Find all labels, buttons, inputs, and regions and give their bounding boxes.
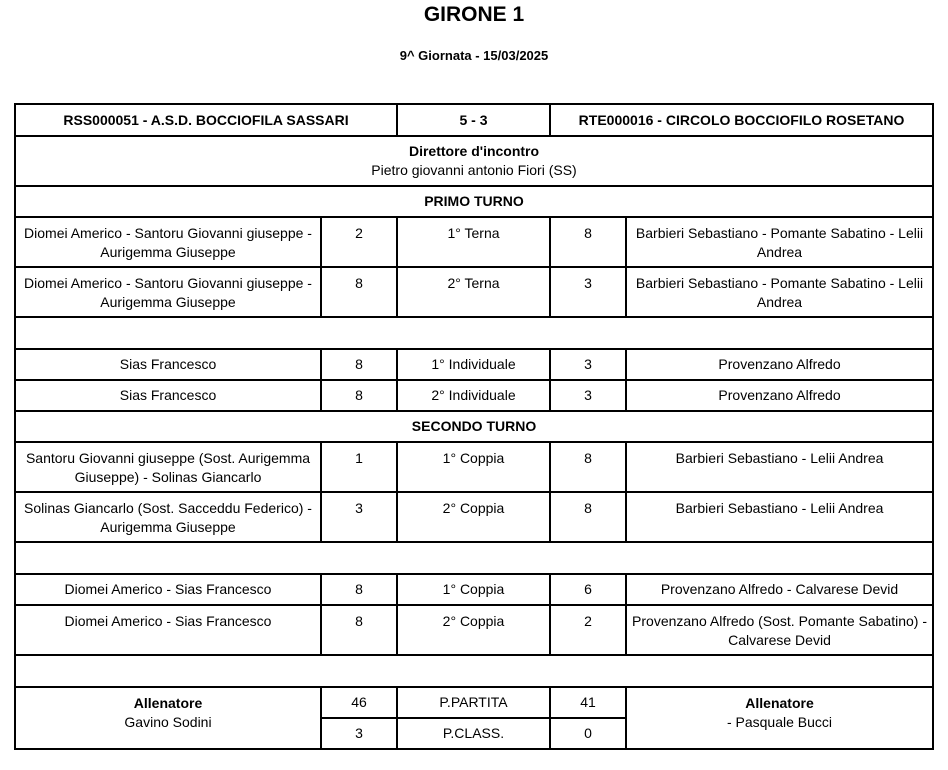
away-points: 8 xyxy=(550,217,626,267)
game-row xyxy=(15,574,933,605)
round-date-subtitle: 9^ Giornata - 15/03/2025 xyxy=(399,48,549,63)
section-primo-turno: PRIMO TURNO xyxy=(15,186,933,217)
page-title: GIRONE 1 xyxy=(423,3,525,26)
home-match-points: 46 xyxy=(321,687,397,718)
game-type: 2° Coppia xyxy=(397,492,550,542)
home-players: Diomei Americo - Santoru Giovanni giuseppe - Aurigemma Giuseppe xyxy=(15,217,321,267)
home-points: 1 xyxy=(321,442,397,492)
director-label: Direttore d'incontro xyxy=(408,143,540,159)
game-type: 1° Coppia xyxy=(397,574,550,605)
home-team: RSS000051 - A.S.D. BOCCIOFILA SASSARI xyxy=(15,104,397,136)
away-coach-label: Allenatore xyxy=(745,695,814,711)
away-coach-cell xyxy=(626,687,933,749)
home-points: 8 xyxy=(321,267,397,317)
home-points: 8 xyxy=(321,380,397,411)
home-coach-name: Gavino Sodini xyxy=(124,714,212,730)
game-row xyxy=(15,380,933,411)
game-row xyxy=(15,267,933,317)
totals-row xyxy=(15,687,933,718)
away-class-points: 0 xyxy=(550,718,626,749)
away-points: 3 xyxy=(550,349,626,380)
away-points: 8 xyxy=(550,442,626,492)
game-row xyxy=(15,605,933,655)
home-players: Diomei Americo - Sias Francesco xyxy=(15,605,321,655)
home-points: 2 xyxy=(321,217,397,267)
away-players: Provenzano Alfredo (Sost. Pomante Sabatino) - Calvarese Devid xyxy=(626,605,933,655)
home-coach-cell xyxy=(15,687,321,749)
director-cell xyxy=(15,136,933,186)
section-secondo-turno: SECONDO TURNO xyxy=(15,411,933,442)
away-points: 6 xyxy=(550,574,626,605)
game-type: 1° Coppia xyxy=(397,442,550,492)
spacer-row xyxy=(15,655,933,687)
away-players: Provenzano Alfredo xyxy=(626,349,933,380)
home-players: Diomei Americo - Santoru Giovanni giuseppe - Aurigemma Giuseppe xyxy=(15,267,321,317)
game-row xyxy=(15,217,933,267)
home-points: 8 xyxy=(321,574,397,605)
away-players: Barbieri Sebastiano - Lelii Andrea xyxy=(626,492,933,542)
game-type: 2° Individuale xyxy=(397,380,550,411)
empty-cell xyxy=(15,317,933,349)
away-players: Provenzano Alfredo - Calvarese Devid xyxy=(626,574,933,605)
home-players: Diomei Americo - Sias Francesco xyxy=(15,574,321,605)
director-name: Pietro giovanni antonio Fiori (SS) xyxy=(371,162,577,178)
class-points-label: P.CLASS. xyxy=(397,718,550,749)
home-players: Sias Francesco xyxy=(15,349,321,380)
away-points: 3 xyxy=(550,380,626,411)
home-points: 8 xyxy=(321,605,397,655)
away-match-points: 41 xyxy=(550,687,626,718)
home-players: Sias Francesco xyxy=(15,380,321,411)
away-points: 2 xyxy=(550,605,626,655)
spacer-row xyxy=(15,317,933,349)
home-players: Solinas Giancarlo (Sost. Sacceddu Federico) - Aurigemma Giuseppe xyxy=(15,492,321,542)
home-points: 8 xyxy=(321,349,397,380)
away-players: Provenzano Alfredo xyxy=(626,380,933,411)
final-score: 5 - 3 xyxy=(397,104,550,136)
empty-cell xyxy=(15,655,933,687)
away-coach-name: - Pasquale Bucci xyxy=(726,714,833,730)
match-report-table xyxy=(14,103,934,750)
away-points: 8 xyxy=(550,492,626,542)
director-row xyxy=(15,136,933,186)
game-row xyxy=(15,442,933,492)
away-points: 3 xyxy=(550,267,626,317)
game-type: 1° Individuale xyxy=(397,349,550,380)
away-players: Barbieri Sebastiano - Pomante Sabatino - Lelii Andrea xyxy=(626,267,933,317)
game-type: 2° Coppia xyxy=(397,605,550,655)
game-row xyxy=(15,349,933,380)
game-type: 2° Terna xyxy=(397,267,550,317)
home-coach-label: Allenatore xyxy=(133,695,203,711)
section-row xyxy=(15,186,933,217)
away-players: Barbieri Sebastiano - Pomante Sabatino - Lelii Andrea xyxy=(626,217,933,267)
home-class-points: 3 xyxy=(321,718,397,749)
empty-cell xyxy=(15,542,933,574)
game-row xyxy=(15,492,933,542)
game-type: 1° Terna xyxy=(397,217,550,267)
home-points: 3 xyxy=(321,492,397,542)
home-players: Santoru Giovanni giuseppe (Sost. Aurigemma Giuseppe) - Solinas Giancarlo xyxy=(15,442,321,492)
match-points-label: P.PARTITA xyxy=(397,687,550,718)
spacer-row xyxy=(15,542,933,574)
away-team: RTE000016 - CIRCOLO BOCCIOFILO ROSETANO xyxy=(550,104,933,136)
away-players: Barbieri Sebastiano - Lelii Andrea xyxy=(626,442,933,492)
match-header-row xyxy=(15,104,933,136)
section-row xyxy=(15,411,933,442)
